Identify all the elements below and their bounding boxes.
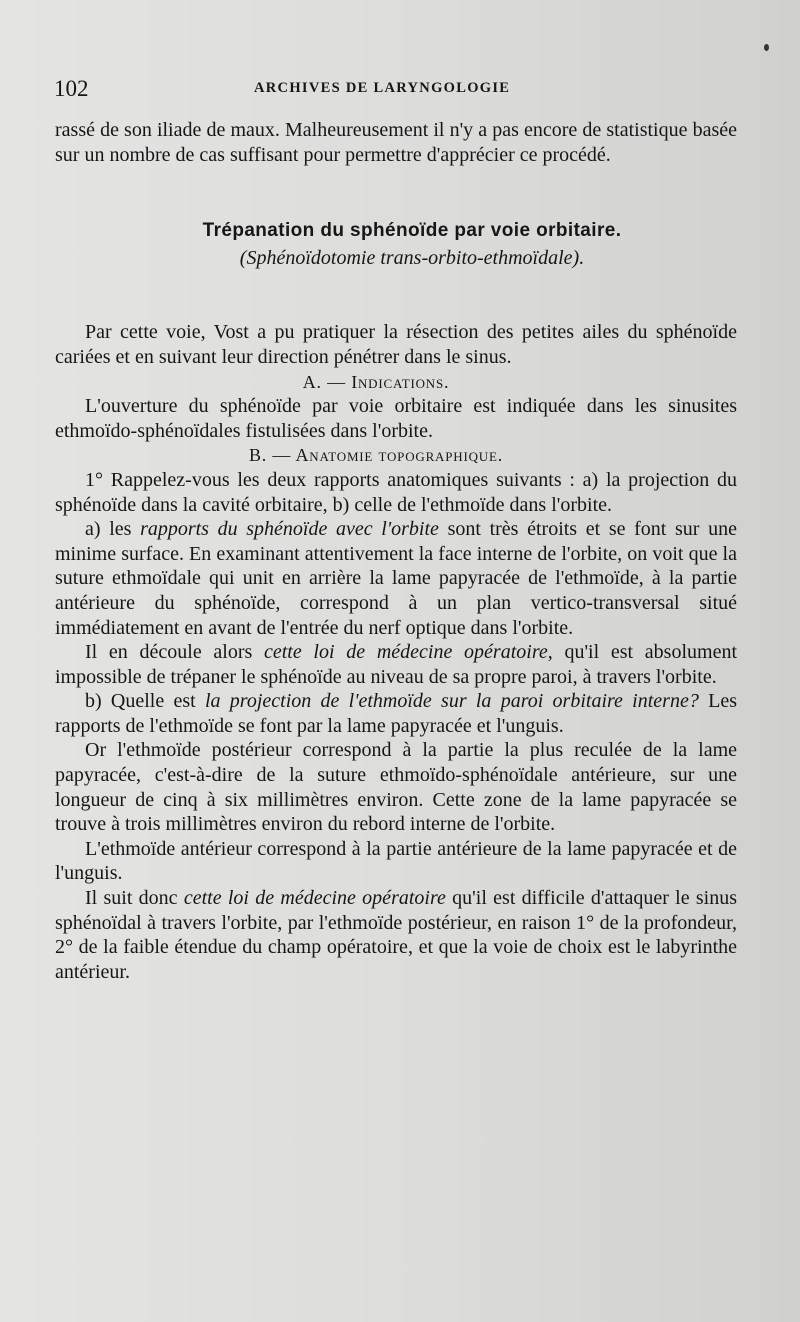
paragraph-law-2 [55,886,737,984]
text-run: qu'il est difficile d'attaquer le sinus sphénoïdal à travers l'orbite, par l'ethmoïde postérieur, en raison 1° de la profondeur, 2° de la faible étendue du champ opératoire, et que la voie de choix est le labyrinthe antérieur. [55,887,738,983]
paragraph-continued: rassé de son iliade de maux. Malheureusement il n'y a pas encore de statistique basée sur un nombre de cas suffisant pour permettre d'apprécier ce procédé. [55,119,737,166]
paragraph-sphenoid-orbit [55,517,737,640]
page-number: 102 [54,76,89,101]
section-subtitle: (Sphénoïdotomie trans-orbito-ethmoïdale). [239,246,585,269]
text-run: b) Quelle est [85,690,205,713]
italic-run: la projection de l'ethmoïde sur la paroi orbitaire interne? [204,690,699,713]
text-run: Il en découle alors [85,641,264,664]
paragraph-law-1 [55,640,737,689]
text-run: Il suit donc [85,887,184,910]
paragraph-anatomy-1: 1° Rappelez-vous les deux rapports anatomiques suivants : a) la projection du sphénoïde dans la cavité orbitaire, b) celle de l'ethmoïde dans l'orbite. [55,468,737,516]
paragraph-intro: Par cette voie, Vost a pu pratiquer la résection des petites ailes du sphénoïde cariées et en suivant leur direction pénétrer dans le sinus. [55,321,737,368]
section-heading [55,219,737,270]
running-title: ARCHIVES DE LARYNGOLOGIE [254,80,511,96]
ink-speck [764,44,769,51]
italic-run: rapports du sphénoïde avec l'orbite [140,518,439,541]
section-title: Trépanation du sphénoïde par voie orbitaire. [202,220,622,242]
page-header [54,76,740,106]
text-run: a) les [85,518,141,541]
subheading-anatomy: B. — Anatomie topographique. [249,445,503,466]
text-run: Les rapports de l'ethmoïde se font par la lame papyracée et l'unguis. [55,690,737,737]
paragraph-ethmoid-projection [55,689,737,738]
italic-run: cette loi de médecine opératoire [263,641,548,664]
paragraph-indications: L'ouverture du sphénoïde par voie orbitaire est indiquée dans les sinusites ethmoïdo-sphénoïdales fistulisées dans l'orbite. [55,395,737,442]
text-run: , qu'il est absolument impossible de trépaner le sphénoïde au niveau de sa propre paroi, à travers l'orbite. [55,641,738,688]
italic-run: cette loi de médecine opératoire [183,887,446,910]
text-run: sont très étroits et se font sur une minime surface. En examinant attentivement la face interne de l'orbite, on voit que la suture ethmoïdale qui unit en arrière la lame papyracée de l'ethmoïde, à la partie antérieure du sphénoïde, correspond à un plan vertico-transversal situé immédiatement en avant de l'entrée du nerf optique dans l'orbite. [55,518,737,639]
paragraph-anterior-ethmoid: L'ethmoïde antérieur correspond à la partie antérieure de la lame papyracée et de l'unguis. [55,837,737,885]
subheading-indications: A. — Indications. [302,371,450,392]
page-body [55,118,737,984]
paragraph-posterior-ethmoid: Or l'ethmoïde postérieur correspond à la partie la plus reculée de la lame papyracée, c'est-à-dire de la suture ethmoïdo-sphénoïdale antérieure, sur une longueur de cinq à six millimètres environ. Cette zone de la lame papyracée se trouve à trois millimètres environ du rebord interne de l'orbite. [55,739,737,836]
